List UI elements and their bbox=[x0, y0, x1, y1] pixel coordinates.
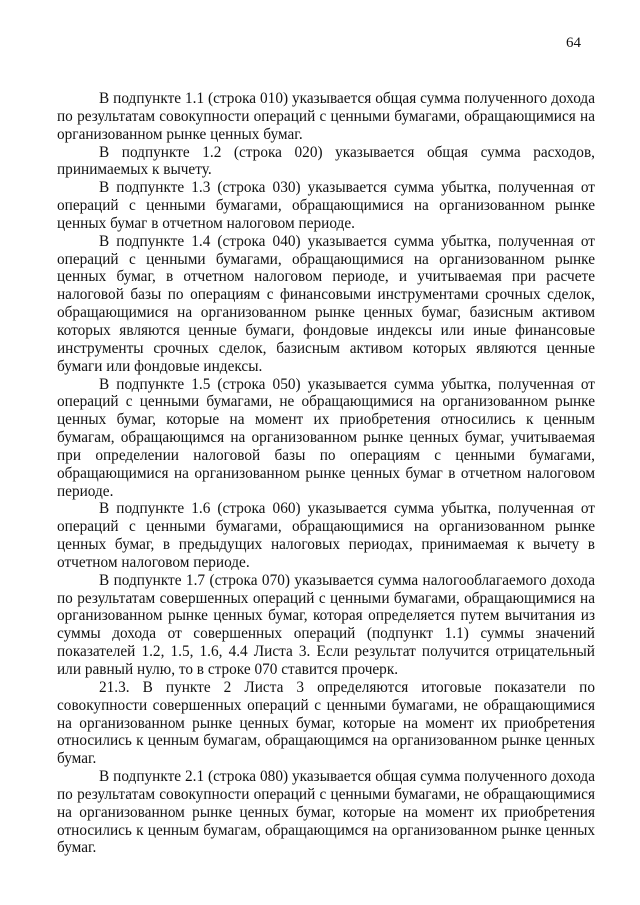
paragraph-2-1: В подпункте 2.1 (строка 080) указывается общая сумма полученного дохода по результатам совокупности операций с ценными бумагами, не обращающимися на организованном рынке ценных бумаг, которые на момент их приобретения относились к ценным бумагам, обращающимся на организованном рынке ценных бумаг. bbox=[57, 768, 595, 857]
paragraph-21-3: 21.3. В пункте 2 Листа 3 определяются итоговые показатели по совокупности совершенных операций с ценными бумагами, не обращающимися на организованном рынке ценных бумаг, которые на момент их приобретения относились к ценным бумагам, обращающимся на организованном рынке ценных бумаг. bbox=[57, 678, 595, 768]
paragraph-1-3: В подпункте 1.3 (строка 030) указывается сумма убытка, полученная от операций с ценными бумагами, обращающимися на организованном рынке ценных бумаг в отчетном налоговом периоде. bbox=[57, 179, 595, 232]
paragraph-1-5: В подпункте 1.5 (строка 050) указывается сумма убытка, полученная от операций с ценными бумагами, не обращающимися на организованном рынке ценных бумаг, которые на момент их приобретения относились к ценным бумагам, обращающимся на организованном рынке ценных бумаг, учитываемая при определении налоговой базы по операциям с ценными бумагами, обращающимися на организованном рынке ценных бумаг в отчетном налоговом периоде. bbox=[57, 375, 595, 500]
paragraph-1-1: В подпункте 1.1 (строка 010) указывается общая сумма полученного дохода по результатам совокупности операций с ценными бумагами, обращающимися на организованном рынке ценных бумаг. bbox=[57, 90, 595, 143]
paragraph-1-7: В подпункте 1.7 (строка 070) указывается сумма налогооблагаемого дохода по результатам совершенных операций с ценными бумагами, обращающимися на организованном рынке ценных бумаг, которая определяется путем вычитания из суммы дохода от совершенных операций (подпункт 1.1) суммы значений показателей 1.2, 1.5, 1.6, 4.4 Листа 3. Если результат получится отрицательный или равный нулю, то в строке 070 ставится прочерк. bbox=[57, 571, 595, 678]
paragraph-1-4: В подпункте 1.4 (строка 040) указывается сумма убытка, полученная от операций с ценными бумагами, обращающимися на организованном рынке ценных бумаг, в отчетном налоговом периоде, и учитываемая при расчете налоговой базы по операциям с финансовыми инструментами срочных сделок, обращающимися на организованном рынке ценных бумаг, базисным активом которых являются ценные бумаги, фондовые индексы или иные финансовые инструменты срочных сделок, базисным активом которых являются ценные бумаги или фондовые индексы. bbox=[57, 232, 595, 375]
page-number: 64 bbox=[566, 35, 581, 51]
document-body bbox=[57, 90, 595, 857]
paragraph-1-6: В подпункте 1.6 (строка 060) указывается сумма убытка, полученная от операций с ценными бумагами, обращающимися на организованном рынке ценных бумаг, в предыдущих налоговых периодах, принимаемая к вычету в отчетном налоговом периоде. bbox=[57, 500, 595, 571]
paragraph-1-2: В подпункте 1.2 (строка 020) указывается общая сумма расходов, принимаемых к вычету. bbox=[57, 143, 595, 179]
